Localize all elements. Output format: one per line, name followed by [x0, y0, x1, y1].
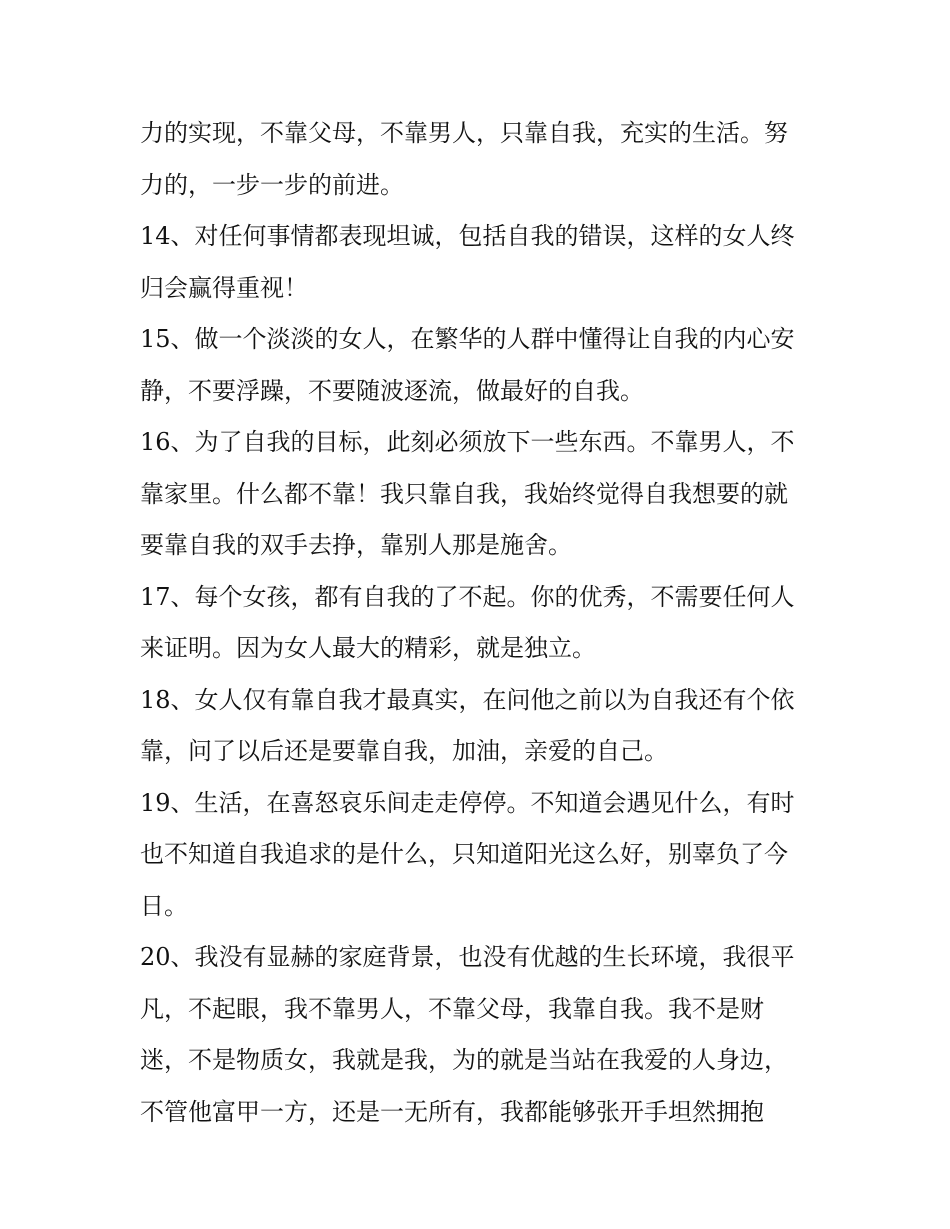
text-line: 17、每个女孩，都有自我的了不起。你的优秀，不需要任何人: [140, 582, 795, 611]
text-line: 要靠自我的双手去挣，靠别人那是施舍。: [140, 531, 572, 559]
text-line: 19、生活，在喜怒哀乐间走走停停。不知道会遇见什么，有时: [140, 788, 795, 817]
text-line: 力的实现，不靠父母，不靠男人，只靠自我，充实的生活。努: [140, 119, 788, 147]
text-line: 静，不要浮躁，不要随波逐流，做最好的自我。: [140, 376, 644, 405]
text-line: 也不知道自我追求的是什么，只知道阳光这么好，别辜负了今: [140, 840, 788, 868]
text-line: 不管他富甲一方，还是一无所有，我都能够张开手坦然拥抱: [140, 1097, 764, 1126]
text-line: 靠，问了以后还是要靠自我，加油，亲爱的自己。: [140, 737, 668, 765]
text-line: 20、我没有显赫的家庭背景，也没有优越的生长环境，我很平: [140, 943, 795, 971]
text-line: 18、女人仅有靠自我才最真实，在问他之前以为自我还有个依: [140, 685, 795, 714]
document-body: [140, 108, 820, 1138]
text-line: 力的，一步一步的前进。: [140, 170, 404, 199]
text-line: 归会赢得重视！: [140, 273, 308, 302]
text-line: 迷，不是物质女，我就是我，为的就是当站在我爱的人身边，: [140, 1046, 788, 1074]
text-line: 16、为了自我的目标，此刻必须放下一些东西。不靠男人，不: [140, 428, 795, 456]
text-line: 日。: [140, 891, 188, 920]
text-line: 14、对任何事情都表现坦诚，包括自我的错误，这样的女人终: [140, 222, 795, 250]
text-line: 靠家里。什么都不靠！我只靠自我，我始终觉得自我想要的就: [140, 479, 788, 508]
text-line: 凡，不起眼，我不靠男人，不靠父母，我靠自我。我不是财: [140, 994, 764, 1023]
text-line: 来证明。因为女人最大的精彩，就是独立。: [140, 634, 596, 662]
text-line: 15、做一个淡淡的女人，在繁华的人群中懂得让自我的内心安: [140, 325, 795, 353]
